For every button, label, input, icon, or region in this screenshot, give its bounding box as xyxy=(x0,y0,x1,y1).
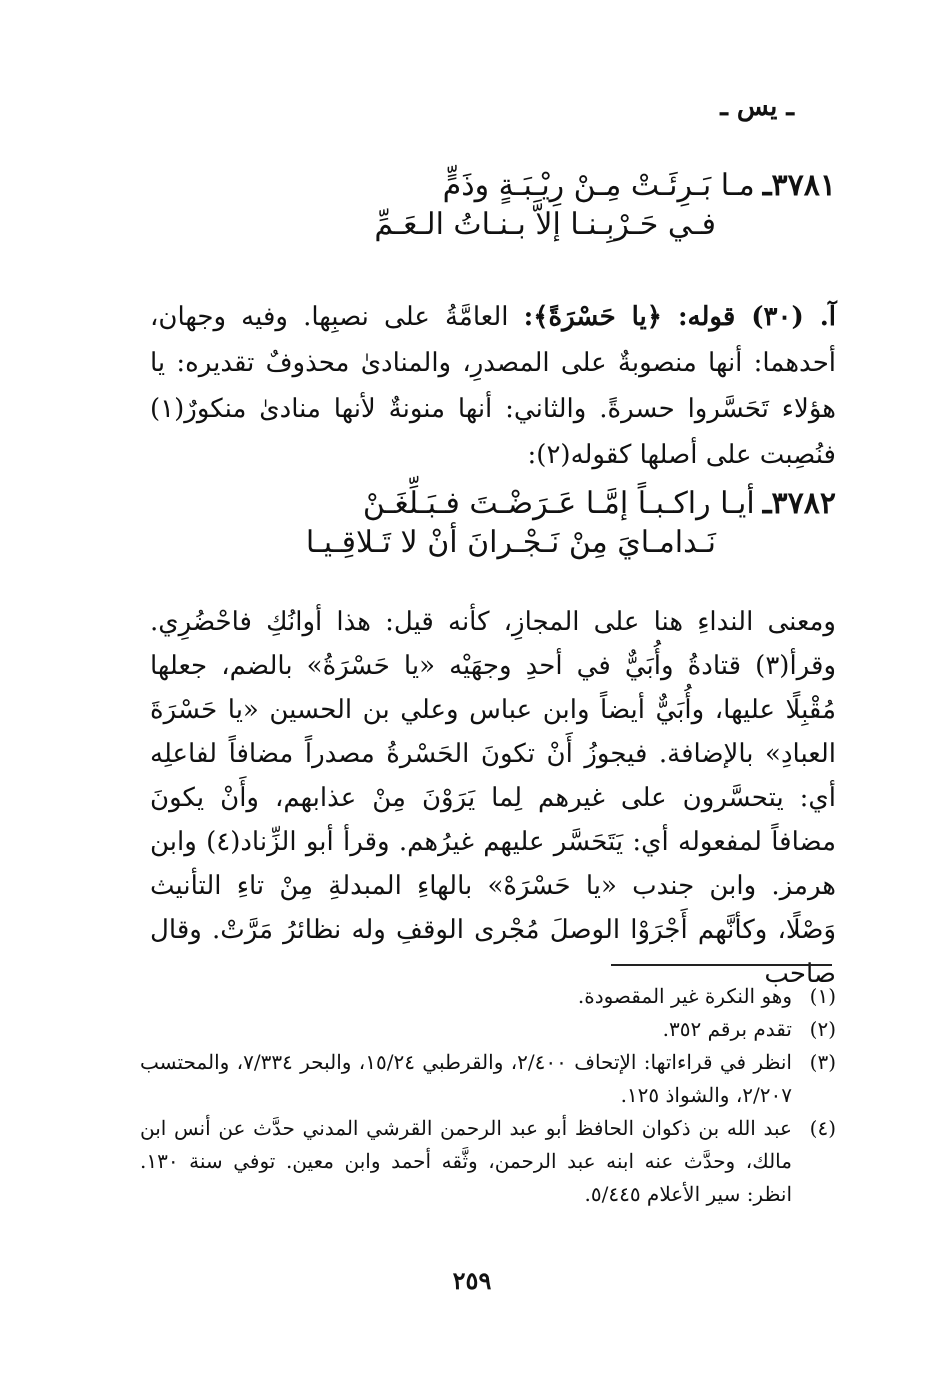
footnote-text: عبد الله بن ذكوان الحافظ أبو عبد الرحمن القرشي المدني حدَّث عن أنس ابن مالك، وحدَّث عنه ابنه عبد الرحمن، وثَّقه أحمد وابن معين. توفي سنة ١٣٠. انظر: سير الأعلام ٥/٤٤٥. xyxy=(140,1116,792,1206)
footnote-number: (٢) xyxy=(809,1017,836,1041)
verse-hemistich-1: أيـا راكـبـاً إمَّـا عَـرَضْـتَ فـبَـلِّغَـنْ xyxy=(362,486,755,521)
verse-3782 xyxy=(140,486,836,560)
verse-line-1 xyxy=(140,486,836,521)
footnote-number: (١) xyxy=(809,984,836,1008)
verse-number: ٣٧٨١ـ xyxy=(762,168,836,203)
verse-hemistich-2: نَـدامـايَ مِنْ نَـجْـرانَ أنْ لا تَـلاقِـيـا xyxy=(305,525,716,560)
footnote-text: انظر في قراءاتها: الإتحاف ٢/٤٠٠، والقرطبي ١٥/٢٤، والبحر ٧/٣٣٤، والمحتسب ٢/٢٠٧، والشواذ ١٢٥. xyxy=(140,1050,792,1107)
verse-line-2 xyxy=(140,207,836,242)
footnote-text: تقدم برقم ٣٥٢. xyxy=(662,1017,792,1041)
footnotes xyxy=(140,980,836,1211)
paragraph-text: ومعنى النداءِ هنا على المجازِ، كأنه قيل: هذا أوانُكِ فاحْضُرِي. وقرأ(٣) قتادةُ وأُبَيٌّ في أحدِ وجهَيْه «يا حَسْرَةُ» بالضم، جعلها مُقْبِلًا عليها، وأُبَيٌّ أيضاً وابن عباس وعلي بن الحسين «يا حَسْرَةَ العبادِ» بالإضافة. فيجوزُ أَنْ تكونَ الحَسْرةُ مصدراً مضافاً لفاعلِه أي: يتحسَّرون على غيرهم لِما يَرَوْنَ مِنْ عذابهم، وأَنْ يكونَ مضافاً لمفعوله أي: يَتَحَسَّر عليهم غيرُهم. وقرأ أبو الزِّناد(٤) وابن هرمز. وابن جندب «يا حَسْرَهْ» بالهاءِ المبدلةِ مِنْ تاءِ التأنيث وَصْلًا، وكأنَّهم أَجْرَوْا الوصلَ مُجْرى الوقفِ وله نظائرُ مَرَّتْ. وقال صاحب xyxy=(150,607,836,989)
verse-hemistich-2: فـي حَـرْبِـنـا إلاَّ بـنـاتُ الـعَـمِّ xyxy=(374,207,716,242)
verse-reference: آ. (٣٠) قوله: ﴿يا حَسْرَةً﴾: xyxy=(523,302,836,332)
footnote-1 xyxy=(140,980,836,1013)
commentary-paragraph-1 xyxy=(150,294,836,478)
footnote-number: (٤) xyxy=(809,1116,836,1140)
commentary-paragraph-2 xyxy=(150,600,836,996)
footnote-separator xyxy=(611,964,832,966)
footnote-text: وهو النكرة غير المقصودة. xyxy=(577,984,792,1008)
verse-3781 xyxy=(140,168,836,242)
page-number: ٢٥٩ xyxy=(452,1266,492,1295)
footnote-4 xyxy=(140,1112,836,1211)
verse-number: ٣٧٨٢ـ xyxy=(762,486,836,521)
running-header: ـ يس ـ xyxy=(720,92,794,122)
footnote-2 xyxy=(140,1013,836,1046)
footnote-number: (٣) xyxy=(809,1050,836,1074)
footnote-3 xyxy=(140,1046,836,1112)
verse-hemistich-1: مـا بَـرِئَـتْ مِـنْ رِيْـبَـةٍ وذَمٍّ xyxy=(442,168,755,203)
verse-line-2 xyxy=(140,525,836,560)
verse-line-1 xyxy=(140,168,836,203)
paragraph-text: العامَّةُ على نصبِها. وفيه وجهان، أحدهما: أنها منصوبةٌ على المصدرِ، والمنادىٰ محذوفٌ تقديره: يا هؤلاء تَحَسَّروا حسرةً. والثاني: أنها منونةٌ لأنها منادىٰ منكورٌ(١) فنُصِبت على أصلها كقوله(٢): xyxy=(150,302,836,470)
